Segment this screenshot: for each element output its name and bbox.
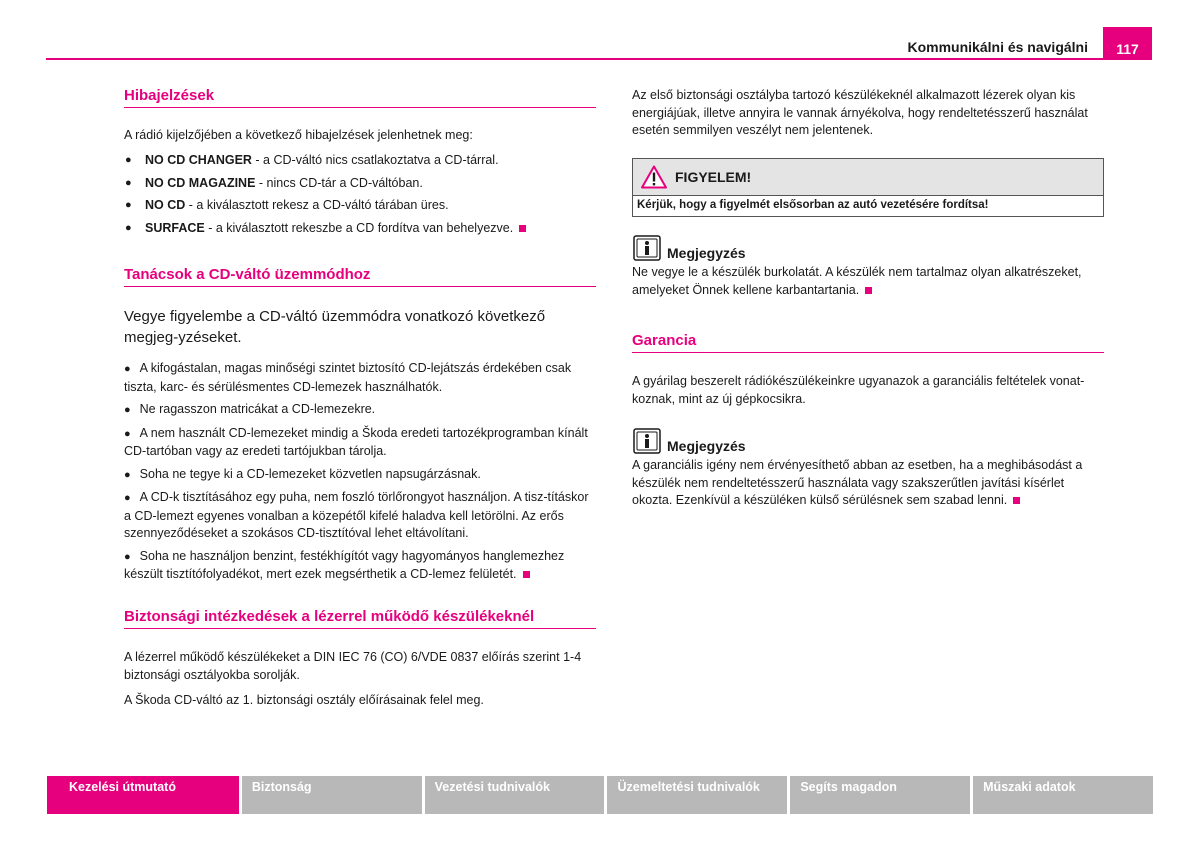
cd-changer-intro: Vegye figyelembe a CD-váltó üzemmódra vonatkozó következő megjeg-yzéseket. xyxy=(124,308,546,346)
end-mark-icon xyxy=(865,287,872,294)
footer-nav xyxy=(47,776,1153,814)
error-code: NO CD CHANGER xyxy=(145,153,252,167)
section-heading-tanacsok: Tanácsok a CD-váltó üzemmódhoz xyxy=(124,266,596,287)
list-item: ● A kifogástalan, magas minőségi szintet biztosító CD-lejátszás érdekében csak tiszta, karc- és sérülésmentes CD-lemezek használhatók. xyxy=(124,360,596,396)
end-mark-icon xyxy=(1013,497,1020,504)
footer-tab-muszaki-adatok[interactable]: Műszaki adatok xyxy=(973,776,1153,814)
section-heading-hibajelzesek: Hibajelzések xyxy=(124,87,596,108)
error-description: - a kiválasztott rekeszbe a CD fordítva van behelyezve. xyxy=(204,220,514,235)
warning-title: FIGYELEM! xyxy=(675,169,752,185)
note-title: Megjegyzés xyxy=(667,245,746,261)
laser-safety-text xyxy=(124,649,596,710)
error-intro-text: A rádió kijelzőjében a következő hibajelzések jelenhetnek meg: xyxy=(124,128,473,142)
note-info-icon xyxy=(633,235,661,261)
error-description: - nincs CD-tár a CD-váltóban. xyxy=(255,175,423,190)
chapter-title: Kommunikálni és navigálni xyxy=(907,39,1088,55)
list-item xyxy=(124,220,596,238)
note-body-text: A garanciális igény nem érvényesíthető abban az esetben, ha a meghibásodást a készülék nem rendeltetésszerű használata vagy szakszerűtlen javítási kísérlet okozta. Ezenkívül a készüléken külső sérülésnek sem szabad lenni. xyxy=(632,458,1083,507)
footer-tab-kezelesi-utmutato[interactable]: Kezelési útmutató xyxy=(47,776,239,814)
warning-triangle-icon xyxy=(641,165,667,189)
section-heading-biztonsagi: Biztonsági intézkedések a lézerrel működő készülékeknél xyxy=(124,608,596,629)
list-item: ● Ne ragasszon matricákat a CD-lemezekre. xyxy=(124,401,596,420)
header-rule xyxy=(46,58,1152,60)
note-info-icon xyxy=(633,428,661,454)
note-title: Megjegyzés xyxy=(667,438,746,454)
error-code: NO CD MAGAZINE xyxy=(145,175,256,190)
warning-header xyxy=(633,159,1103,196)
footer-tab-biztonsag[interactable]: Biztonság xyxy=(242,776,422,814)
list-item: ● A nem használt CD-lemezeket mindig a Škoda eredeti tartozékprogramban kínált CD-tartóban vagy az eredeti tartójukban tárolja. xyxy=(124,425,596,461)
list-item xyxy=(124,548,596,584)
list-item xyxy=(124,197,596,215)
cd-tips-list xyxy=(124,360,596,589)
note-text xyxy=(632,264,1104,299)
warning-text: Kérjük, hogy a figyelmét elsősorban az autó vezetésére fordítsa! xyxy=(637,199,989,211)
error-description: - a kiválasztott rekesz a CD-váltó tárában üres. xyxy=(185,198,449,212)
laser-paragraph-2: A Škoda CD-váltó az 1. biztonsági osztály előírásainak felel meg. xyxy=(124,693,484,707)
note-text xyxy=(632,457,1104,510)
footer-tab-segits-magadon[interactable]: Segíts magadon xyxy=(790,776,970,814)
footer-tab-vezetesi-tudnivalok[interactable]: Vezetési tudnivalók xyxy=(425,776,605,814)
error-list xyxy=(124,152,596,242)
end-mark-icon xyxy=(519,225,526,232)
list-item xyxy=(124,175,596,193)
error-code: NO CD xyxy=(145,198,186,212)
list-item: ● Soha ne tegye ki a CD-lemezeket közvetlen napsugárzásnak. xyxy=(124,466,596,485)
warning-box xyxy=(632,158,1104,217)
section-heading-garancia: Garancia xyxy=(632,332,1104,353)
page-number: 117 xyxy=(1103,27,1152,60)
laser-paragraph-1: A lézerrel működő készülékeket a DIN IEC 76 (CO) 6/VDE 0837 előírás szerint 1-4 biztonsági osztályokba sorolják. xyxy=(124,650,582,682)
list-item xyxy=(124,152,596,170)
error-code: SURFACE xyxy=(145,220,205,235)
laser-class-text: Az első biztonsági osztályba tartozó készülékeknél alkalmazott lézerek olyan kis energiájúak, illetve annyira le vannak árnyékolva, hogy rendeltetésszerű használat esetén semmilyen veszélyt nem jelentenek. xyxy=(632,88,1088,137)
footer-tab-uzemeltetesi-tudnivalok[interactable]: Üzemeltetési tudnivalók xyxy=(607,776,787,814)
error-description: - a CD-váltó nics csatlakoztatva a CD-tárral. xyxy=(251,153,499,167)
end-mark-icon xyxy=(523,571,530,578)
list-item-text: Soha ne használjon benzint, festékhígítót vagy hagyományos hanglemezhez készült tisztítófolyadékot, mert ezek megsérthetik a CD-lemez felületét. xyxy=(124,548,565,581)
list-item: ● A CD-k tisztításához egy puha, nem foszló törlőrongyot használjon. A tisz-tításkor a CD-lemezt egyenes vonalban a közepétől kifelé haladva kell letörölni. Az erős szennyeződéseket a szokásos CD-tisztítóval lehet eltávolítani. xyxy=(124,489,596,543)
note-body-text: Ne vegye le a készülék burkolatát. A készülék nem tartalmaz olyan alkatrészeket, amelyeket Önnek kellene karbantartania. xyxy=(632,265,1082,297)
warranty-text: A gyárilag beszerelt rádiókészülékeinkre ugyanazok a garanciális feltételek vonat-koznak, mint az új gépkocsikra. xyxy=(632,374,1085,406)
